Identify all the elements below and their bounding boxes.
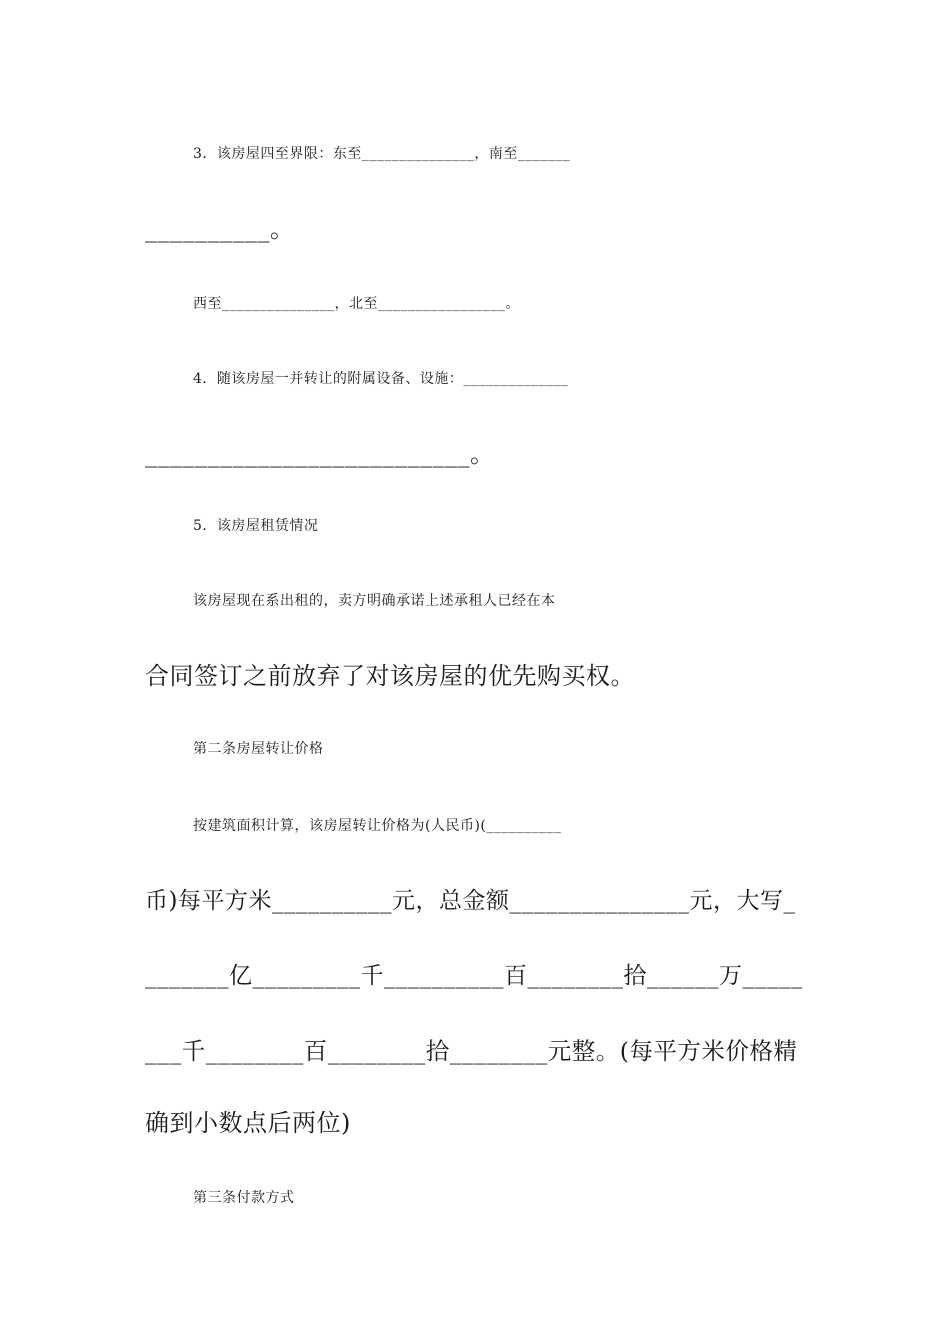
price-clause-line-1: 按建筑面积计算，该房屋转让价格为(人民币)(__________ bbox=[193, 818, 562, 834]
article-two-heading: 第二条房屋转让价格 bbox=[193, 741, 324, 757]
article-three-heading: 第三条付款方式 bbox=[193, 1190, 295, 1206]
clause-lease-text-continuation: 合同签订之前放弃了对该房屋的优先购买权。 bbox=[145, 662, 635, 690]
clause-attached-facilities-continuation: __________________________。 bbox=[145, 440, 495, 468]
price-clause-line-4: ___千________百________拾________元整。(每平方米价格精 bbox=[145, 1037, 798, 1065]
clause-lease-text: 该房屋现在系出租的，卖方明确承诺上述承租人已经在本 bbox=[193, 593, 556, 609]
price-clause-line-5: 确到小数点后两位) bbox=[145, 1109, 351, 1137]
clause-boundaries-west-north: 西至_______________，北至_________________。 bbox=[193, 296, 520, 312]
clause-boundaries-east-south: 3．该房屋四至界限：东至_______________，南至_______ bbox=[193, 146, 571, 162]
clause-boundaries-continuation: __________。 bbox=[145, 215, 295, 243]
clause-lease-heading: 5．该房屋租赁情况 bbox=[193, 518, 319, 534]
clause-attached-facilities: 4．随该房屋一并转让的附属设备、设施：______________ bbox=[193, 371, 569, 387]
price-clause-line-2: 币)每平方米__________元，总金额_______________元，大写_ bbox=[145, 888, 796, 914]
price-clause-line-3: _______亿_________千__________百________拾______万_____ bbox=[145, 963, 803, 989]
